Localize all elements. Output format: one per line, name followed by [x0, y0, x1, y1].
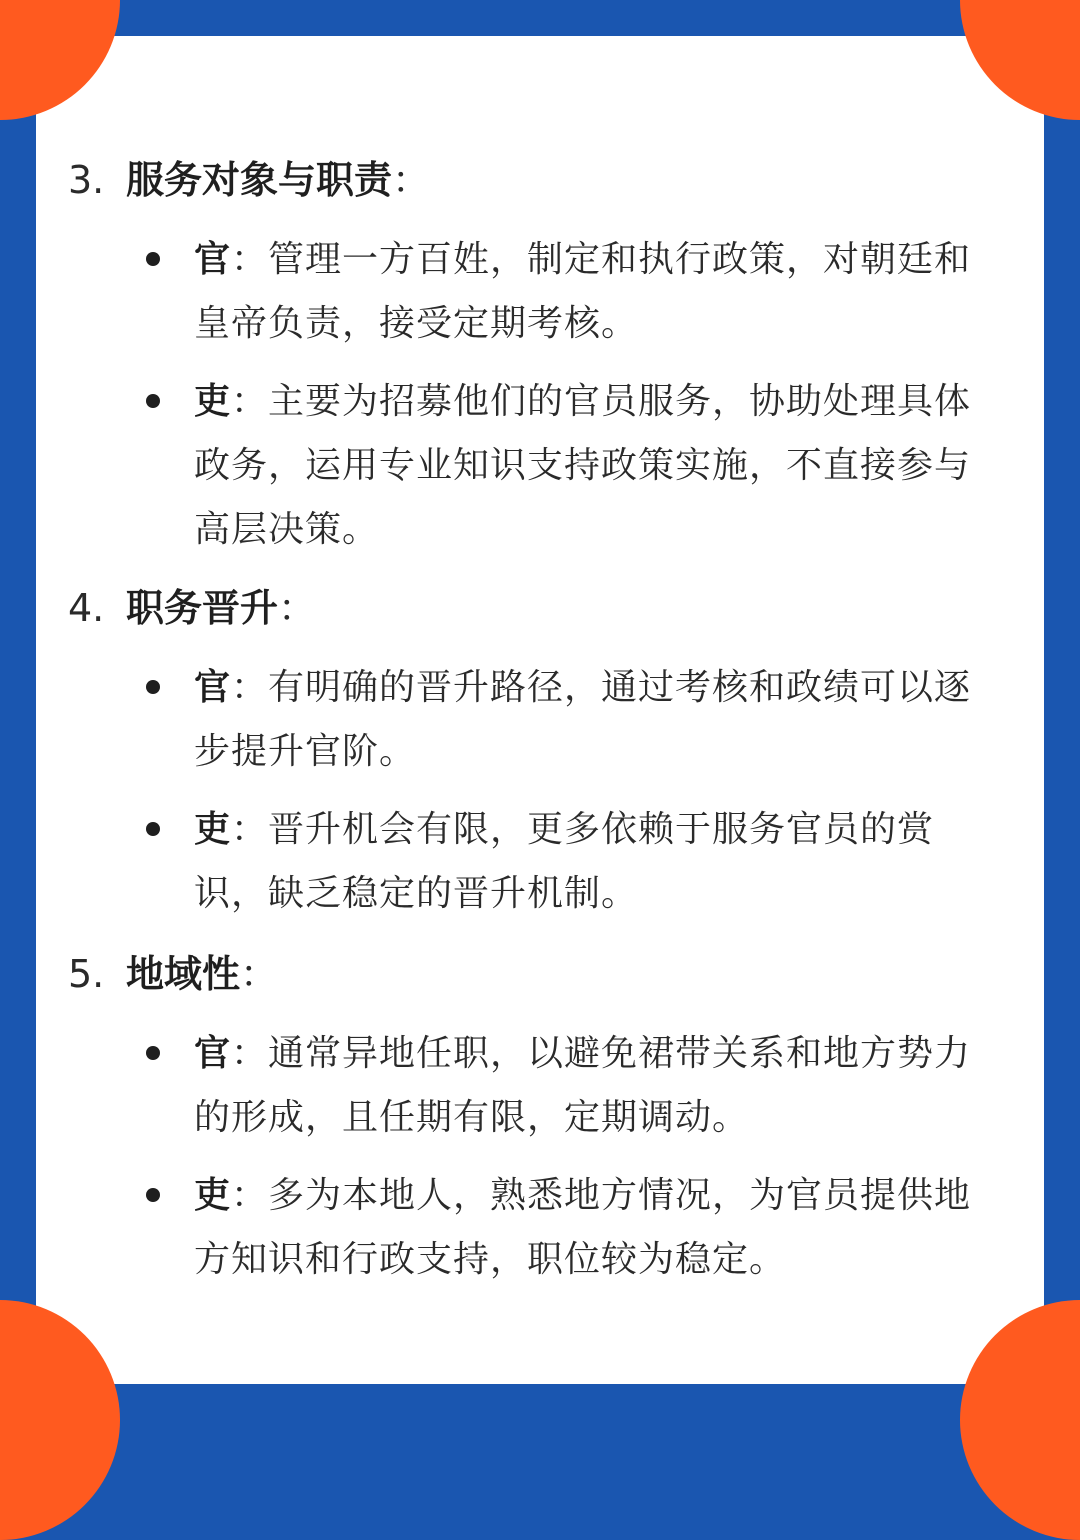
item-label: 吏	[194, 809, 232, 850]
bullet-icon	[146, 680, 160, 694]
item-separator: ：	[231, 1033, 269, 1074]
section-locality	[68, 942, 1008, 1292]
bullet-icon	[146, 252, 160, 266]
section-heading	[68, 942, 1008, 1006]
bullet-icon	[146, 1046, 160, 1060]
section-number: 4.	[68, 586, 105, 630]
section-title: 职务晋升	[126, 586, 279, 630]
item-label: 官	[194, 667, 232, 708]
item-label: 吏	[194, 381, 232, 422]
item-label: 吏	[194, 1175, 232, 1216]
section-number: 5.	[68, 952, 105, 996]
section-title: 地域性	[126, 952, 241, 996]
section-colon: ：	[278, 586, 317, 630]
item-text: 主要为招募他们的官员服务，协助处理具体政务，运用专业知识支持政策实施，不直接参与高层决策。	[194, 381, 972, 550]
list-item	[194, 798, 1002, 926]
section-colon: ：	[392, 158, 431, 202]
list-item	[194, 1164, 1002, 1292]
item-text: 有明确的晋升路径，通过考核和政绩可以逐步提升官阶。	[194, 667, 972, 772]
item-separator: ：	[231, 1175, 269, 1216]
item-separator: ：	[231, 239, 269, 280]
list-item	[194, 1022, 1002, 1150]
item-separator: ：	[231, 381, 269, 422]
item-separator: ：	[231, 667, 269, 708]
section-promotion	[68, 576, 1008, 926]
item-text: 多为本地人，熟悉地方情况，为官员提供地方知识和行政支持，职位较为稳定。	[194, 1175, 972, 1280]
bullet-icon	[146, 394, 160, 408]
section-number: 3.	[68, 158, 105, 202]
item-label: 官	[194, 1033, 232, 1074]
bullet-icon	[146, 822, 160, 836]
section-title: 服务对象与职责	[126, 158, 393, 202]
item-text: 晋升机会有限，更多依赖于服务官员的赏识，缺乏稳定的晋升机制。	[194, 809, 935, 914]
section-service-duties	[68, 148, 1008, 562]
item-label: 官	[194, 239, 232, 280]
list-item	[194, 656, 1002, 784]
item-text: 通常异地任职，以避免裙带关系和地方势力的形成，且任期有限，定期调动。	[194, 1033, 972, 1138]
list-item	[194, 228, 1002, 356]
section-heading	[68, 576, 1008, 640]
list-item	[194, 370, 1002, 562]
item-separator: ：	[231, 809, 269, 850]
section-colon: ：	[240, 952, 279, 996]
section-heading	[68, 148, 1008, 212]
bullet-icon	[146, 1188, 160, 1202]
item-text: 管理一方百姓，制定和执行政策，对朝廷和皇帝负责，接受定期考核。	[194, 239, 972, 344]
